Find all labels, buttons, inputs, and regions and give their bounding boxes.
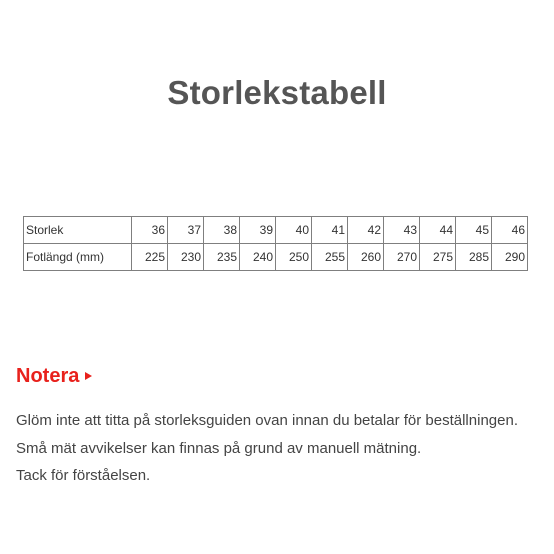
size-cell: 41	[312, 217, 348, 244]
note-line: Små mät avvikelser kan finnas på grund av manuell mätning.	[16, 440, 422, 457]
size-cell: 45	[456, 217, 492, 244]
size-cell: 44	[420, 217, 456, 244]
page-title: Storlekstabell	[167, 74, 387, 111]
foot-length-cell: 230	[168, 244, 204, 271]
triangle-right-icon	[85, 372, 92, 380]
table-row-size	[24, 217, 528, 244]
foot-length-cell: 255	[312, 244, 348, 271]
size-cell: 39	[240, 217, 276, 244]
table-row-foot-length	[24, 244, 528, 271]
foot-length-cell: 275	[420, 244, 456, 271]
note-line: Tack för förståelsen.	[16, 467, 151, 484]
foot-length-cell: 285	[456, 244, 492, 271]
size-table	[23, 216, 528, 271]
foot-length-cell: 235	[204, 244, 240, 271]
size-cell: 46	[492, 217, 528, 244]
row-label-size: Storlek	[24, 217, 132, 244]
size-cell: 42	[348, 217, 384, 244]
foot-length-cell: 250	[276, 244, 312, 271]
note-heading	[16, 365, 92, 388]
foot-length-cell: 270	[384, 244, 420, 271]
foot-length-cell: 240	[240, 244, 276, 271]
foot-length-cell: 225	[132, 244, 168, 271]
foot-length-cell: 260	[348, 244, 384, 271]
size-cell: 40	[276, 217, 312, 244]
size-cell: 36	[132, 217, 168, 244]
size-cell: 38	[204, 217, 240, 244]
row-label-foot-length: Fotlängd (mm)	[24, 244, 132, 271]
size-cell: 37	[168, 217, 204, 244]
foot-length-cell: 290	[492, 244, 528, 271]
note-line: Glöm inte att titta på storleksguiden ovan innan du betalar för beställningen.	[16, 412, 518, 429]
size-cell: 43	[384, 217, 420, 244]
note-heading-label: Notera	[16, 365, 80, 387]
